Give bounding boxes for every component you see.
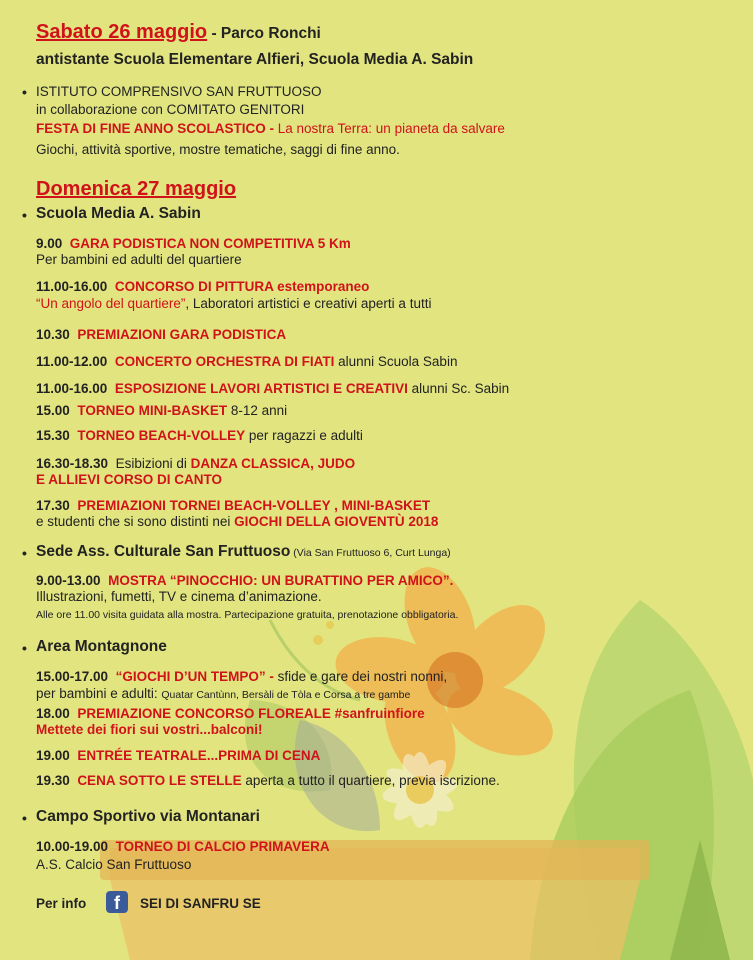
sunday-date: Domenica 27 maggio — [36, 178, 237, 200]
studenti-text: e studenti che si sono distinti nei — [36, 514, 235, 529]
saturday-activities: Giochi, attività sportive, mostre tematiche, saggi di fine anno. — [36, 142, 400, 157]
organizer: ISTITUTO COMPRENSIVO SAN FRUTTUOSO — [36, 84, 322, 99]
festa-line — [36, 121, 505, 137]
event-mostra-note: Alle ore 11.00 visita guidata alla mostra. Partecipazione gratuita, prenotazione obbligatoria. — [36, 609, 459, 621]
event-title: TORNEO BEACH-VOLLEY — [77, 428, 246, 443]
time: 18.00 — [36, 706, 70, 721]
time: 16.30-18.30 — [36, 456, 109, 471]
event-giochi-tempo-line2 — [36, 686, 410, 703]
event-pittura-sub — [36, 296, 431, 312]
event-premiazioni — [36, 327, 286, 343]
event-basket — [36, 403, 287, 419]
time: 15.30 — [36, 428, 70, 443]
event-title: DANZA CLASSICA, JUDO — [190, 456, 356, 471]
event-title: PREMIAZIONI TORNEI BEACH-VOLLEY , MINI-BASKET — [77, 498, 431, 513]
time: 15.00-17.00 — [36, 669, 109, 684]
bullet: • — [22, 640, 27, 656]
event-calcio — [36, 839, 330, 855]
section-sede-title: Sede Ass. Culturale San Fruttuoso — [36, 543, 291, 560]
saturday-place-detail: antistante Scuola Elementare Alfieri, Scuola Media A. Sabin — [36, 51, 474, 68]
bullet: • — [22, 545, 27, 561]
collaboration: in collaborazione con COMITATO GENITORI — [36, 102, 305, 117]
event-gara-sub: Per bambini ed adulti del quartiere — [36, 252, 242, 267]
event-giochi-tempo — [36, 669, 447, 685]
time: 11.00-12.00 — [36, 354, 108, 369]
saturday-place: - Parco Ronchi — [207, 25, 321, 42]
event-detail: 8-12 anni — [227, 403, 288, 418]
event-title: CENA SOTTO LE STELLE — [77, 773, 242, 788]
pittura-rest: , Laboratori artistici e creativi aperti a tutti — [185, 296, 432, 311]
time: 19.00 — [36, 748, 70, 763]
info-label: Per info — [36, 896, 87, 911]
event-title: TORNEO MINI-BASKET — [77, 403, 228, 418]
event-title: GARA PODISTICA NON COMPETITIVA 5 Km — [69, 236, 351, 251]
event-detail: aperta a tutto il quartiere, previa iscrizione. — [241, 773, 500, 788]
event-esposizione — [36, 381, 509, 397]
facebook-page-link[interactable]: SEI DI SANFRU SE — [140, 896, 261, 911]
bullet: • — [22, 810, 27, 826]
event-floreale — [36, 706, 425, 722]
time: 10.00-19.00 — [36, 839, 109, 854]
event-cena — [36, 773, 500, 789]
time: 10.30 — [36, 327, 70, 342]
event-title: CONCERTO ORCHESTRA DI FIATI — [114, 354, 335, 369]
event-concerto — [36, 354, 457, 370]
time: 9.00-13.00 — [36, 573, 101, 588]
event-beach — [36, 428, 363, 444]
giochi-title: GIOCHI DELLA GIOVENTÙ 2018 — [234, 514, 439, 529]
bullet: • — [22, 207, 27, 223]
time: 11.00-16.00 — [36, 381, 108, 396]
event-title: “GIOCHI D’UN TEMPO” - — [115, 669, 278, 684]
pittura-quote: “Un angolo del quartiere” — [36, 296, 186, 311]
event-danza — [36, 456, 355, 472]
event-title: PREMIAZIONI GARA PODISTICA — [77, 327, 287, 342]
event-mostra — [36, 573, 453, 589]
event-danza-line2: E ALLIEVI CORSO DI CANTO — [36, 472, 223, 487]
event-title: PREMIAZIONE CONCORSO FLOREALE #sanfruinfiore — [77, 706, 425, 721]
event-title: TORNEO DI CALCIO PRIMAVERA — [115, 839, 330, 854]
event-pittura — [36, 279, 369, 295]
section-campo-title: Campo Sportivo via Montanari — [36, 808, 260, 825]
event-calcio-sub: A.S. Calcio San Fruttuoso — [36, 857, 192, 872]
event-title: MOSTRA “PINOCCHIO: UN BURATTINO PER AMICO”. — [108, 573, 454, 588]
event-detail: alunni Scuola Sabin — [334, 354, 458, 369]
section-montagnone-title: Area Montagnone — [36, 638, 167, 655]
event-title: ESPOSIZIONE LAVORI ARTISTICI E CREATIVI — [114, 381, 408, 396]
bullet: • — [22, 84, 27, 100]
event-detail: per ragazzi e adulti — [245, 428, 363, 443]
event-detail: alunni Sc. Sabin — [407, 381, 510, 396]
saturday-heading — [36, 21, 321, 43]
event-gara — [36, 236, 351, 252]
event-detail: sfide e gare dei nostri nonni, — [277, 669, 448, 684]
event-floreale-sub: Mettete dei fiori sui vostri...balconi! — [36, 722, 263, 737]
danza-pre: Esibizioni di — [115, 456, 191, 471]
festa-title: FESTA DI FINE ANNO SCOLASTICO - — [36, 121, 278, 136]
saturday-date: Sabato 26 maggio — [36, 21, 208, 43]
giochi-names: Quatar Cantùnn, Bersàli de Tòla e Corsa a tre gambe — [161, 689, 411, 701]
event-title: CONCORSO DI PITTURA estemporaneo — [114, 279, 370, 294]
time: 11.00-16.00 — [36, 279, 108, 294]
event-giochi-gioventu — [36, 514, 438, 530]
time: 15.00 — [36, 403, 70, 418]
event-mostra-sub: Illustrazioni, fumetti, TV e cinema d’animazione. — [36, 589, 322, 604]
festa-subtitle: La nostra Terra: un pianeta da salvare — [277, 121, 505, 136]
time: 17.30 — [36, 498, 70, 513]
giochi-audience: per bambini e adulti: — [36, 686, 162, 701]
time: 9.00 — [36, 236, 63, 251]
event-teatro — [36, 748, 320, 764]
time: 19.30 — [36, 773, 70, 788]
facebook-icon[interactable]: f — [106, 891, 128, 913]
event-title: ENTRÉE TEATRALE...PRIMA DI CENA — [77, 748, 321, 763]
section-sede-address: (Via San Fruttuoso 6, Curt Lunga) — [290, 547, 451, 559]
section-sabin-title: Scuola Media A. Sabin — [36, 205, 201, 222]
event-premiazioni-tornei — [36, 498, 430, 514]
section-sede-heading — [36, 544, 451, 561]
